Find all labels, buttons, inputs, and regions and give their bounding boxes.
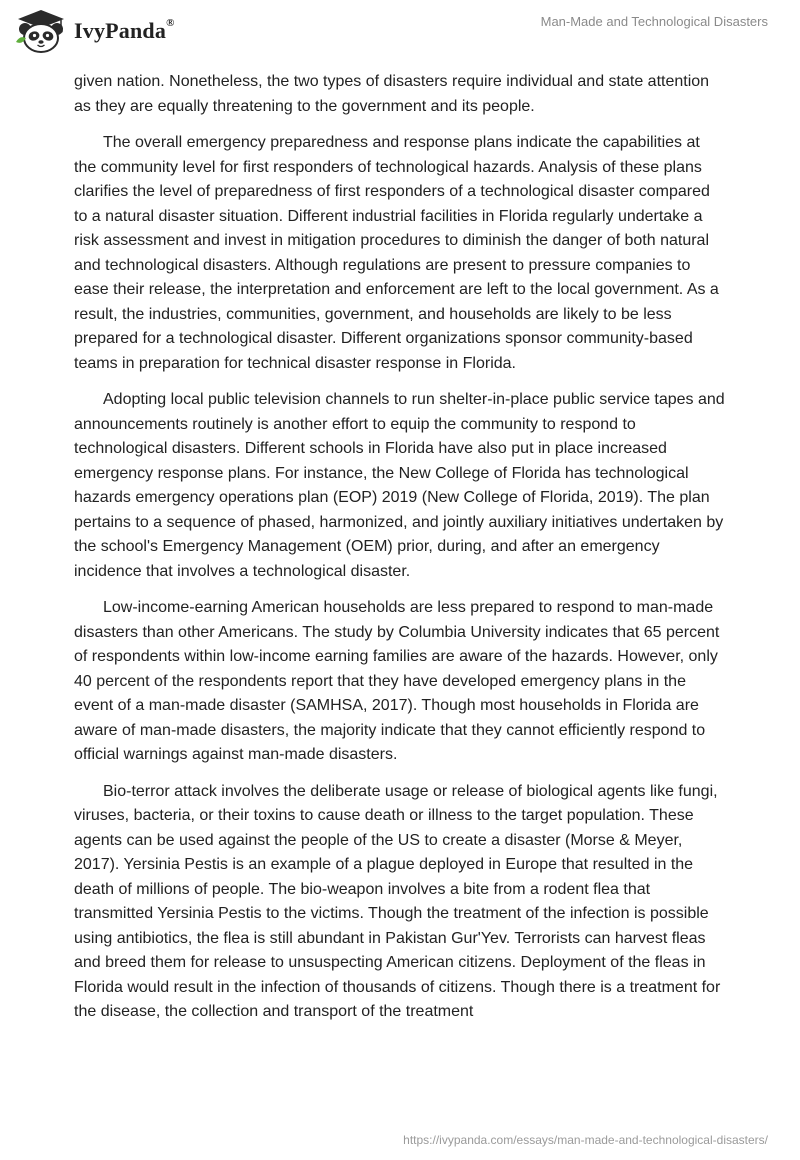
panda-graduate-icon	[14, 8, 68, 54]
ivypanda-logo[interactable]	[14, 8, 175, 54]
source-url[interactable]: https://ivypanda.com/essays/man-made-and-technological-disasters/	[403, 1133, 768, 1147]
document-title: Man-Made and Technological Disasters	[540, 14, 768, 29]
paragraph: Adopting local public television channels to run shelter-in-place public service tapes and announcements routinely is another effort to equip the community to respond to technological disasters. Different schools in Florida have also put in place increased emergency response plans. For instance, the New College of Florida has technological hazards emergency operations plan (EOP) 2019 (New College of Florida, 2019). The plan pertains to a sequence of phased, harmonized, and jointly auxiliary initiatives undertaken by the school's Emergency Management (OEM) prior, during, and after an emergency incidence that involves a technological disaster.	[74, 391, 725, 580]
essay-body	[74, 70, 726, 1037]
paragraph: Low-income-earning American households are less prepared to respond to man-made disasters than other Americans. The study by Columbia University indicates that 65 percent of respondents within low-income earning families are aware of the hazards. However, only 40 percent of the respondents report that they have developed emergency plans in the event of a man-made disaster (SAMHSA, 2017). Though most households in Florida are aware of man-made disasters, the majority indicate that they cannot efficiently respond to official warnings against man-made disasters.	[74, 599, 720, 763]
brand-name: IvyPanda®	[74, 16, 175, 43]
page-header	[0, 0, 800, 62]
paragraph: given nation. Nonetheless, the two types of disasters require individual and state attention as they are equally threatening to the government and its people.	[74, 73, 710, 115]
registered-mark: ®	[166, 16, 175, 29]
paragraph: The overall emergency preparedness and response plans indicate the capabilities at the community level for first responders of technological hazards. Analysis of these plans clarifies the level of preparedness of first responders of a technological disaster compared to a natural disaster situation. Different industrial facilities in Florida regularly undertake a risk assessment and invest in mitigation procedures to diminish the danger of both natural and technological disasters. Although regulations are present to pressure companies to ease their release, the interpretation and enforcement are left to the local government. As a result, the industries, communities, government, and households are likely to be less prepared for a technological disaster. Different organizations sponsor community-based teams in preparation for technical disaster response in Florida.	[74, 134, 719, 372]
paragraph: Bio-terror attack involves the deliberate usage or release of biological agents like fungi, viruses, bacteria, or their toxins to cause death or illness to the target population. These agents can be used against the people of the US to create a disaster (Morse & Meyer, 2017). Yersinia Pestis is an example of a plague deployed in Europe that resulted in the death of millions of people. The bio-weapon involves a bite from a rodent flea that transmitted Yersinia Pestis to the victims. Though the treatment of the infection is possible using antibiotics, the flea is still abundant in Pakistan Gur'Yev. Terrorists can harvest fleas and breed them for release to unsuspecting American citizens. Deployment of the fleas in Florida would result in the infection of thousands of citizens. Though there is a treatment for the disease, the collection and transport of the treatment	[74, 782, 721, 1020]
